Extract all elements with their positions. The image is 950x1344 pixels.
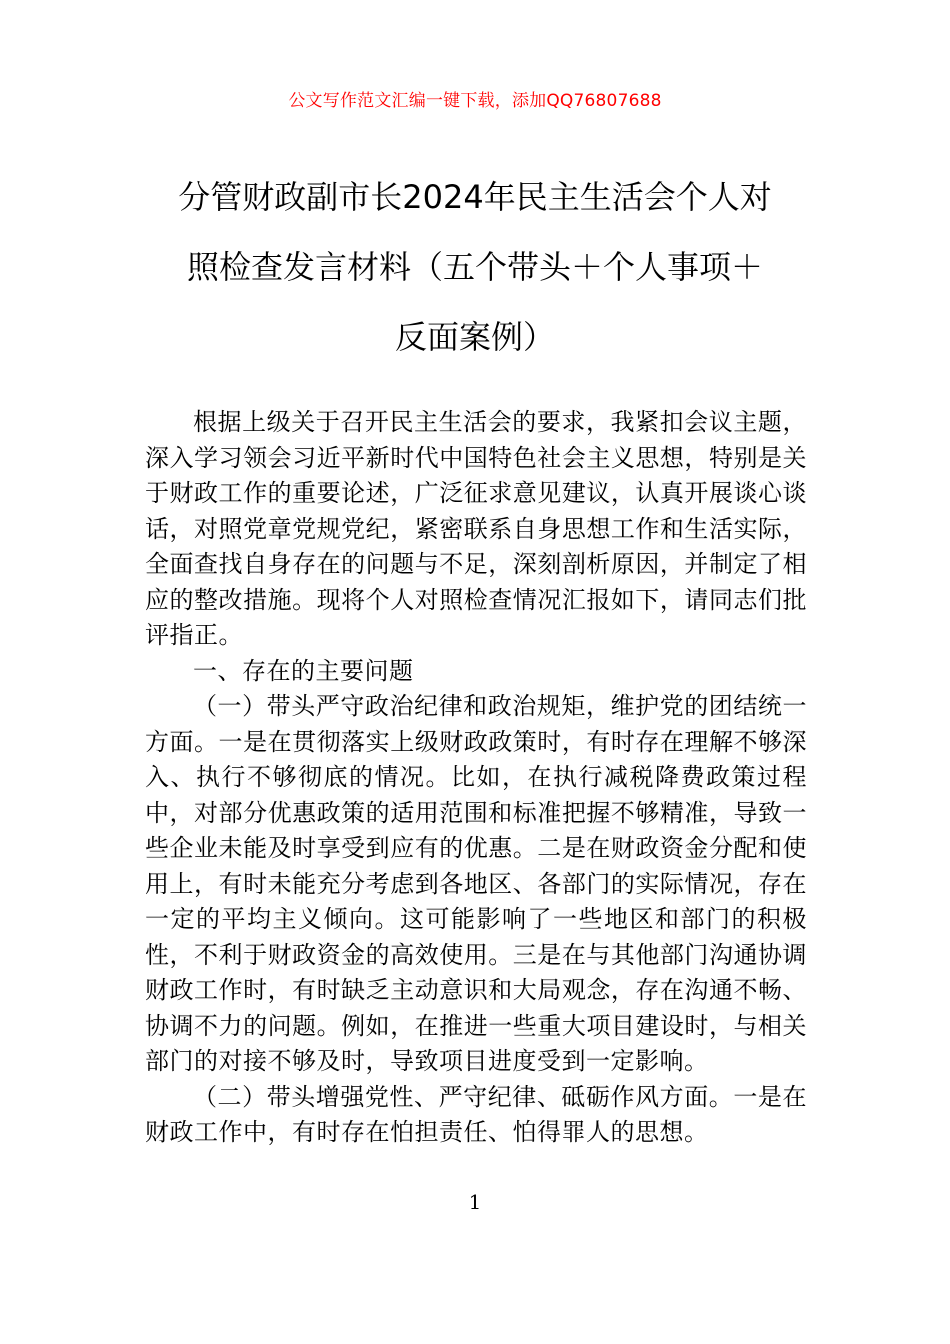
body-paragraph: （二）带头增强党性、严守纪律、砥砺作风方面。一是在财政工作中，有时存在怕担责任、怕得罪人的思想。 bbox=[145, 1082, 807, 1146]
document-title bbox=[120, 162, 830, 372]
header-download-note: 公文写作范文汇编一键下载，添加QQ76807688 bbox=[288, 91, 662, 111]
section-heading: 一、存在的主要问题 bbox=[193, 656, 414, 685]
title-line: 反面案例） bbox=[394, 318, 555, 356]
intro-paragraph: 根据上级关于召开民主生活会的要求，我紧扣会议主题，深入学习领会习近平新时代中国特色社会主义思想，特别是关于财政工作的重要论述，广泛征求意见建议，认真开展谈心谈话，对照党章党规党纪，紧密联系自身思想工作和生活实际，全面查找自身存在的问题与不足，深刻剖析原因，并制定了相应的整改措施。现将个人对照检查情况汇报如下，请同志们批评指正。 bbox=[145, 408, 807, 649]
title-line: 照检查发言材料（五个带头＋个人事项＋ bbox=[186, 248, 763, 286]
body-paragraph: （一）带头严守政治纪律和政治规矩，维护党的团结统一方面。一是在贯彻落实上级财政政策时，有时存在理解不够深入、执行不够彻底的情况。比如，在执行减税降费政策过程中，对部分优惠政策的适用范围和标准把握不够精准，导致一些企业未能及时享受到应有的优惠。二是在财政资金分配和使用上，有时未能充分考虑到各地区、各部门的实际情况，存在一定的平均主义倾向。这可能影响了一些地区和部门的积极性，不利于财政资金的高效使用。三是在与其他部门沟通协调财政工作时，有时缺乏主动意识和大局观念，存在沟通不畅、协调不力的问题。例如，在推进一些重大项目建设时，与相关部门的对接不够及时，导致项目进度受到一定影响。 bbox=[145, 692, 807, 1075]
page-number: 1 bbox=[468, 1190, 482, 1214]
document-body bbox=[145, 405, 807, 1151]
title-line: 分管财政副市长2024年民主生活会个人对 bbox=[178, 178, 772, 216]
